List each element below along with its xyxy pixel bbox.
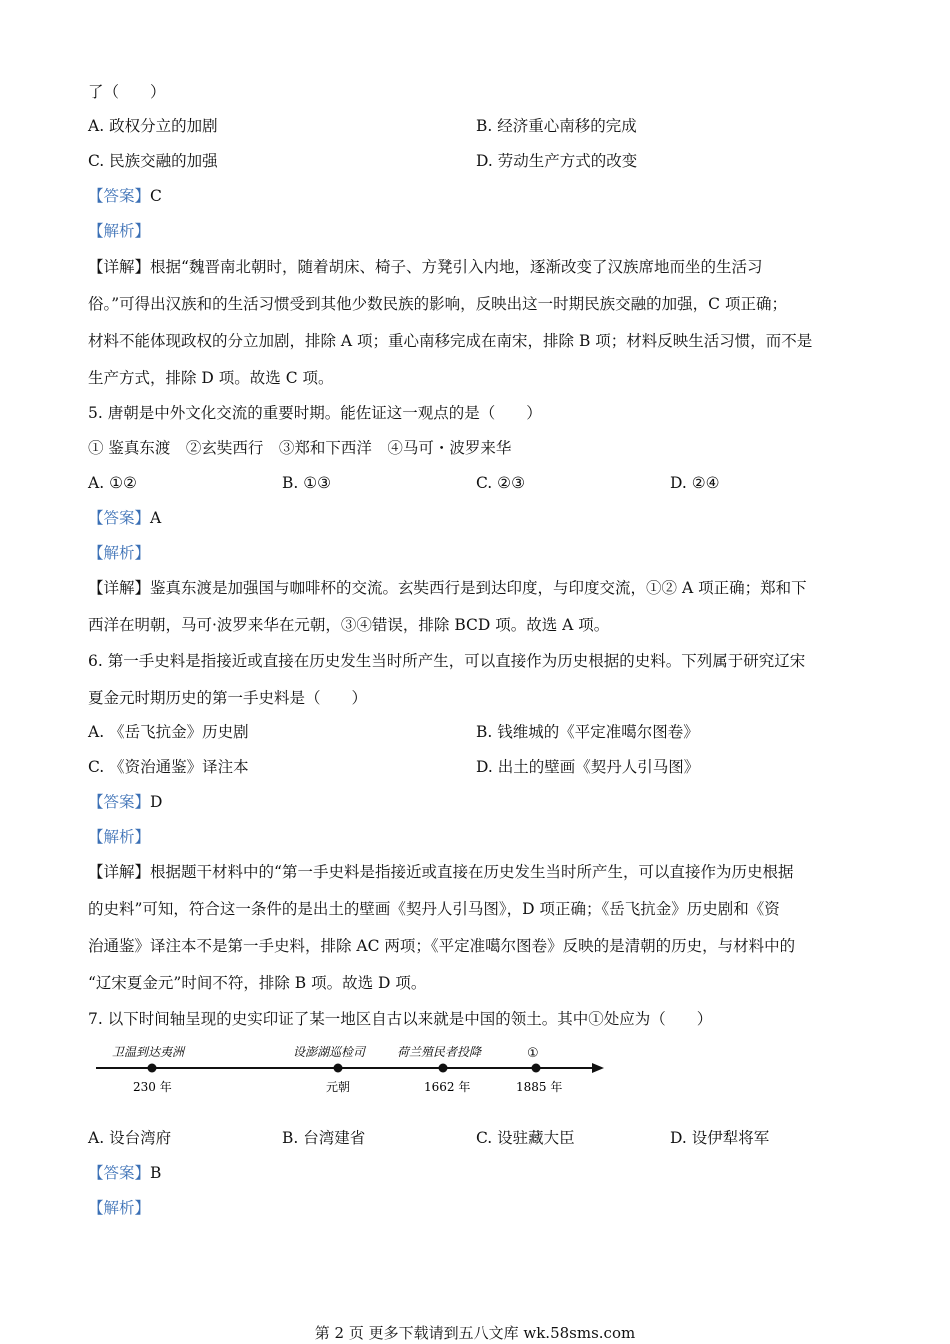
q6-answer: 【答案】D <box>88 793 163 811</box>
q6-option-d: D. 出土的壁画《契丹人引马图》 <box>476 758 700 776</box>
q7-option-d: D. 设伊犁将军 <box>670 1129 770 1147</box>
q6-option-b: B. 钱维城的《平定准噶尔图卷》 <box>476 723 699 741</box>
q6-detail-line-1: 【详解】根据题干材料中的“第一手史料是指接近或直接在历史发生当时所产生，可以直接作为历史根据 <box>88 863 794 881</box>
q5-option-b: B. ①③ <box>282 474 332 492</box>
q7-analysis-tag: 【解析】 <box>88 1199 151 1217</box>
q7-timeline <box>88 1040 618 1100</box>
q5-analysis-tag: 【解析】 <box>88 544 151 562</box>
q5-items: ① 鉴真东渡 ②玄奘西行 ③郑和下西洋 ④马可・波罗来华 <box>88 439 512 457</box>
timeline-event-label-1: 卫温到达夷洲 <box>112 1045 185 1059</box>
q4-option-a: A. 政权分立的加剧 <box>88 117 218 135</box>
q6-detail-line-4: “辽宋夏金元”时间不符，排除 B 项。故选 D 项。 <box>88 974 427 992</box>
q4-option-d: D. 劳动生产方式的改变 <box>476 152 638 170</box>
q6-analysis-tag: 【解析】 <box>88 828 151 846</box>
timeline-dot-4 <box>532 1064 541 1073</box>
q5-stem: 5. 唐朝是中外文化交流的重要时期。能佐证这一观点的是（ ） <box>88 404 542 422</box>
q6-option-c: C. 《资治通鉴》译注本 <box>88 758 249 776</box>
q5-detail-line-1: 【详解】鉴真东渡是加强国与咖啡杯的交流。玄奘西行是到达印度，与印度交流，①② A 项正确；郑和下 <box>88 579 807 597</box>
q4-analysis-tag: 【解析】 <box>88 222 151 240</box>
q5-option-c: C. ②③ <box>476 474 525 492</box>
timeline-event-label-3: 荷兰殖民者投降 <box>397 1045 482 1059</box>
q4-answer: 【答案】C <box>88 187 162 205</box>
q5-answer: 【答案】A <box>88 509 162 527</box>
q5-option-a: A. ①② <box>88 474 137 492</box>
timeline-date-1: 230 年 <box>133 1080 172 1094</box>
q4-stem-tail: 了（ ） <box>88 83 166 101</box>
q6-option-a: A. 《岳飞抗金》历史剧 <box>88 723 249 741</box>
q7-option-c: C. 设驻藏大臣 <box>476 1129 575 1147</box>
q4-detail-line-1: 【详解】根据“魏晋南北朝时，随着胡床、椅子、方凳引入内地，逐渐改变了汉族席地而坐的生活习 <box>88 258 763 276</box>
q6-stem-line-2: 夏金元时期历史的第一手史料是（ ） <box>88 689 368 707</box>
q4-detail-line-4: 生产方式，排除 D 项。故选 C 项。 <box>88 369 334 387</box>
timeline-arrow-icon <box>592 1063 604 1073</box>
q5-detail-line-2: 西洋在明朝，马可·波罗来华在元朝，③④错误，排除 BCD 项。故选 A 项。 <box>88 616 610 634</box>
q4-option-b: B. 经济重心南移的完成 <box>476 117 637 135</box>
q7-option-b: B. 台湾建省 <box>282 1129 366 1147</box>
timeline-dot-3 <box>439 1064 448 1073</box>
q7-option-a: A. 设台湾府 <box>88 1129 172 1147</box>
timeline-dot-1 <box>148 1064 157 1073</box>
timeline-date-3: 1662 年 <box>424 1080 471 1094</box>
q6-detail-line-2: 的史料”可知，符合这一条件的是出土的壁画《契丹人引马图》，D 项正确；《岳飞抗金》历史剧和《资 <box>88 900 780 918</box>
timeline-event-label-4: ① <box>527 1046 539 1061</box>
timeline-graphic <box>88 1040 618 1100</box>
timeline-date-4: 1885 年 <box>516 1080 563 1094</box>
q7-answer: 【答案】B <box>88 1164 162 1182</box>
timeline-date-2: 元朝 <box>326 1080 351 1094</box>
q4-detail-line-3: 材料不能体现政权的分立加剧，排除 A 项；重心南移完成在南宋，排除 B 项；材料反映生活习惯，而不是 <box>88 332 813 350</box>
page-footer: 第 2 页 更多下载请到五八文库 wk.58sms.com <box>314 1324 636 1342</box>
timeline-event-label-2: 设澎湖巡检司 <box>293 1045 366 1059</box>
q6-stem-line-1: 6. 第一手史料是指接近或直接在历史发生当时所产生，可以直接作为历史根据的史料。下列属于研究辽宋 <box>88 652 806 670</box>
q7-stem: 7. 以下时间轴呈现的史实印证了某一地区自古以来就是中国的领土。其中①处应为（ ） <box>88 1010 713 1028</box>
q6-detail-line-3: 治通鉴》译注本不是第一手史料，排除 AC 两项；《平定准噶尔图卷》反映的是清朝的历史，与材料中的 <box>88 937 796 955</box>
q4-detail-line-2: 俗。”可得出汉族和的生活习惯受到其他少数民族的影响，反映出这一时期民族交融的加强，C 项正确； <box>88 295 787 313</box>
q4-option-c: C. 民族交融的加强 <box>88 152 218 170</box>
timeline-dot-2 <box>334 1064 343 1073</box>
q5-option-d: D. ②④ <box>670 474 720 492</box>
